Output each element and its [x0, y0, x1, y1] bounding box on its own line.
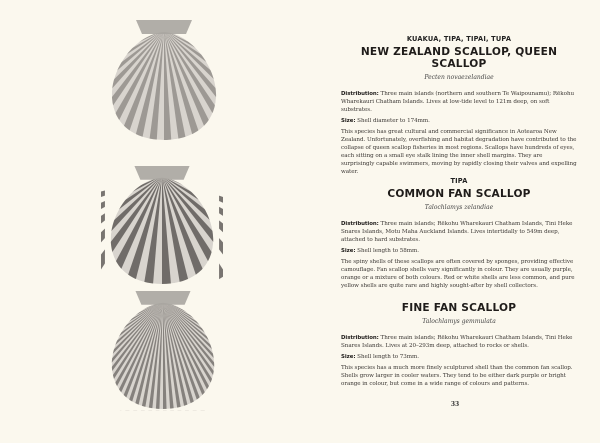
description: This species has a much more finely sculptured shell than the common fan scallop. Shells grow larger in cooler waters. They tend to be either dark purple or bright orange in colour, but come in a wide range of colours and patterns. [341, 365, 573, 387]
distribution: Distribution: Three main islands; Rēkohu Wharekauri Chatham Islands, Tini Heke Snares Islands, Motu Maha Auckland Islands. Lives intertidally to 549m deep, attached to hard substrates. [341, 221, 573, 243]
description: The spiny shells of these scallops are often covered by sponges, providing effective camouflage. Fan scallop shells vary significantly in colour. They are usually purple, orange or a mixture of both colours. Red or white shells are less common, and pure yellow shells are quite rare and highly sought-after by shell collectors. [341, 259, 575, 289]
scientific-name: Pecten novaezelandiae [424, 74, 494, 81]
distribution: Distribution: Three main islands (northern and southern Te Waipounamu); Rēkohu Wharekauri Chatham Islands. Lives at low-tide level to 121m deep, on soft substrates. [341, 91, 575, 113]
entry-common-fan-scallop [341, 177, 577, 290]
maori-names: TIPA [450, 177, 468, 185]
shell-hinge [135, 291, 190, 305]
species-title: COMMON FAN SCALLOP [387, 188, 531, 200]
scallop-illustration-common-fan [101, 164, 223, 286]
size: Size: Shell length to 73mm. [341, 354, 420, 360]
page-number: 33 [450, 401, 460, 408]
entry-new-zealand-scallop [341, 35, 577, 176]
scallop-illustration-new-zealand [106, 18, 222, 142]
size: Size: Shell diameter to 174mm. [341, 118, 430, 124]
size: Size: Shell length to 58mm. [341, 248, 420, 254]
scallop-illustration-fine-fan [106, 289, 220, 411]
species-title: FINE FAN SCALLOP [401, 302, 517, 314]
scientific-name: Talochlamys zelandiae [424, 204, 494, 211]
distribution: Distribution: Three main islands; Rēkohu Wharekauri Chatham Islands, Tini Heke Snares Islands. Lives at 20–293m deep, attached to rocks or shells. [341, 335, 573, 349]
shell-hinge [134, 166, 189, 180]
maori-names: KUAKUA, TIPA, TIPAI, TUPA [406, 35, 512, 43]
shell-hinge [136, 20, 192, 34]
description: This species has great cultural and commercial significance in Aotearoa New Zealand. Unfortunately, overfishing and habitat degradation have contributed to the collapse of queen scallop fisheries in most regions. Scallops have hundreds of eyes, each sitting on a small eye stalk lining the inner shell margins. They are surprisingly capable swimmers, moving by rapidly closing their valves and expelling water. [341, 129, 577, 175]
entry-fine-fan-scallop [341, 299, 577, 388]
species-title: NEW ZEALAND SCALLOP, QUEEN SCALLOP [360, 46, 558, 70]
scientific-name: Talochlamys gemmulata [422, 318, 496, 325]
